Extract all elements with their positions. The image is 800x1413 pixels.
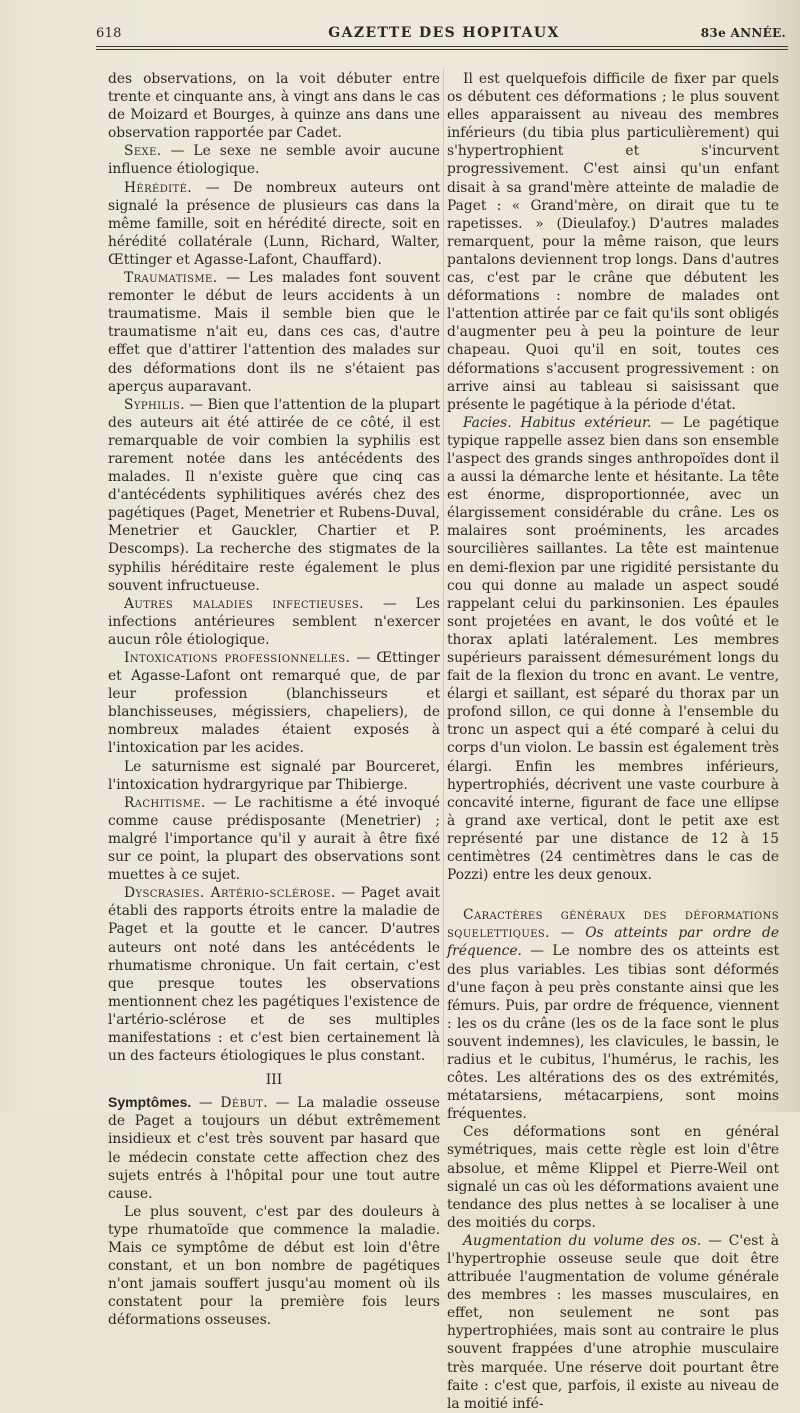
paragraph-caracteres: Caractères généraux des déformations squelettiques. — Os atteints par ordre de fréquence. — Le nombre des os atteints est des plus variables. Les tibias sont déformés d'une façon à peu près constante ainsi que les fémurs. Puis, par ordre de fréquence, viennent : les os du crâne (les os de la face sont le plus souvent indemnes), les clavicules, le bassin, le radius et le cubitus, l'humérus, le rachis, les côtes. Les altérations des os des extrémités, métatarsiens, métacarpiens, sont moins fréquentes. — [447, 907, 779, 1123]
paragraph-text: Il est quelquefois difficile de fixer par quels os débutent ces déformations ; le plus souvent elles apparaissent au niveau des membres inférieurs (du tibia plus particulièrement) qui s'hypertrophient et s'incurvent progressivement. C'est ainsi qu'un enfant disait à sa grand'mère atteinte de maladie de Paget : « Grand'mère, on dirait que tu te rapetisses. » (Dieulafoy.) D'autres malades remarquent, pour la même raison, que leurs pantalons deviennent trop longs. Dans d'autres cas, c'est par le crâne que débutent les déformations : nombre de malades ont l'attention attirée par ce fait qu'ils sont obligés d'augmenter peu à peu la pointure de leur chapeau. Quoi qu'il en soit, toutes ces déformations s'accusent progressivement : on arrive ainsi au tableau si saisissant que présente le pagétique à la période d'état. — [447, 71, 779, 413]
paragraph-traumatisme — [108, 269, 440, 396]
paragraph-symetrie — [447, 1123, 779, 1232]
paragraph-text: — Le sexe ne semble avoir aucune influence étiologique. — [108, 143, 440, 178]
section-heading: Autres maladies infectieuses. — [124, 595, 364, 612]
paragraph-text: — Le nombre des os atteints est des plus variables. Les tibias sont déformés d'une façon à peu près constante ainsi que les fémurs. Puis, par ordre de fréquence, viennent : les os du crâne (les os de la face sont le plus souvent indemnes), les clavicules, le bassin, le radius et le cubitus, l'humérus, le rachis, les côtes. Les altérations des os des extrémités, métatarsiens, métacarpiens, sont moins fréquentes. — [447, 943, 779, 1123]
column-separator — [443, 68, 444, 1068]
volume-year: 83e ANNÉE. — [700, 26, 786, 40]
paragraph-debut-deformations — [447, 70, 779, 414]
section-heading: Rachitisme. — [124, 794, 206, 811]
paragraph-sexe — [108, 142, 440, 178]
header-rule-bottom — [96, 49, 788, 50]
paragraph-rachitisme — [108, 794, 440, 884]
section-heading: Caractères généraux des déformations squelettiques. — [447, 907, 779, 942]
paragraph-text: Le saturnisme est signalé par Bourceret, l'intoxication hydrargyrique par Thibierge. — [108, 758, 440, 793]
paragraph-heredite — [108, 179, 440, 269]
paragraph-facies — [447, 414, 779, 884]
subsection-heading: Os atteints par ordre de fréquence. — [447, 925, 779, 960]
header-rule-top — [96, 46, 788, 47]
paragraph-dyscrasies — [108, 884, 440, 1065]
paragraph-text: — Le rachitisme a été invoqué comme cause prédisposante (Menetrier) ; malgré l'importance qu'il y aurait à être fixé sur ce point, la plupart des observations sont muettes à ce sujet. — [108, 794, 440, 884]
paragraph-text: — Les malades font souvent remonter le début de leurs accidents à un traumatisme. Mais il semble bien que le traumatisme n'ait eu, dans ces cas, d'autre effet que d'attirer l'attention des malades sur des déformations dont ils ne s'étaient pas aperçus auparavant. — [108, 270, 440, 395]
paragraph-text: — C'est à l'hypertrophie osseuse seule que doit être attribuée l'augmentation de volume générale des membres : les masses musculaires, en effet, non seulement ne sont pas hypertrophiées, mais sont au contraire le plus souvent frappées d'une atrophie musculaire très marquée. Une réserve doit pourtant être faite : c'est que, parfois, il existe au niveau de la moitié infé- — [447, 1232, 779, 1412]
paragraph-intoxications — [108, 649, 440, 758]
subsection-heading: Augmentation du volume des os. — [463, 1232, 702, 1249]
page-header — [96, 24, 792, 44]
paragraph-text: — Œttinger et Agasse-Lafont ont remarqué que, de par leur profession (blanchisseurs et blanchisseuses, mégissiers, chapeliers), de nombreux malades étaient exposés à l'intoxication par les acides. — [108, 650, 440, 757]
paragraph-infections — [108, 595, 440, 649]
paragraph-text: des observations, on la voit débuter entre trente et cinquante ans, à vingt ans dans le cas de Moizard et Bourges, à quinze ans dans une observation rapportée par Cadet. — [108, 71, 440, 142]
paragraph-onset-age — [108, 70, 440, 142]
paragraph-douleurs — [108, 1203, 440, 1330]
publication-title: GAZETTE DES HOPITAUX — [328, 25, 560, 41]
paragraph-text: — Bien que l'attention de la plupart des auteurs ait été attirée de ce côté, il est remarquable de voir combien la syphilis est rarement notée dans les antécédents des malades. Il n'existe guère que cinq cas d'antécédents syphilitiques avérés chez des pagétiques (Paget, Menetrier et Rubens-Duval, Menetrier et Gauckler, Chartier et P. Descomps). La recherche des stigmates de la syphilis héréditaire reste également le plus souvent infructueuse. — [108, 396, 440, 594]
section-heading: Début. — [220, 1095, 268, 1112]
paragraph-symptomes: Symptômes. — Début. — La maladie osseuse de Paget a toujours un début extrêmement insidieux et c'est très souvent par hasard que le médecin constate cette affection chez des sujets entrés à l'hôpital pour une tout autre cause. — [108, 1094, 440, 1202]
paragraph-text: — Le pagétique typique rappelle assez bien dans son ensemble l'aspect des grands singes anthropoïdes dont il a aussi la démarche lente et hésitante. La tête est énorme, disproportionnée, avec un élargissement considérable du crâne. Les os malaires sont proéminents, les arcades sourcilières saillantes. La tête est maintenue en demi-flexion par une rigidité persistante du cou qui donne au malade un aspect soudé rappelant celui du parkinsonien. Les épaules sont projetées en avant, le dos voûté et le thorax aplati latéralement. Les membres supérieurs paraissent démesurément longs du fait de la flexion du tronc en avant. Le ventre, élargi et saillant, est séparé du thorax par un profond sillon, ce qui donne à l'ensemble du tronc un aspect qui a été comparé à celui du corps d'un violon. Le bassin est également très élargi. Enfin les membres inférieurs, hypertrophiés, décrivent une vaste courbure à concavité interne, figurant de face une ellipse à grand axe vertical, dont le petit axe est représenté par une distance de 12 à 15 centimètres (24 centimètres dans le cas de Pozzi) entre les deux genoux. — [447, 414, 779, 884]
paragraph-text: — La maladie osseuse de Paget a toujours un début extrêmement insidieux et c'est très souvent par hasard que le médecin constate cette affection chez des sujets entrés à l'hôpital pour une tout autre cause. — [108, 1095, 440, 1202]
paragraph-text: Ces déformations sont en général symétriques, mais cette règle est loin d'être absolue, et même Klippel et Pierre-Weil ont signalé un cas où les déformations avaient une tendance des plus nettes à se localiser à une des moitiés du corps. — [447, 1124, 779, 1231]
paragraph-syphilis — [108, 396, 440, 595]
paragraph-augmentation — [447, 1232, 779, 1413]
page-number: 618 — [96, 26, 122, 41]
paragraph-text: — Paget avait établi des rapports étroits entre la maladie de Paget et la goutte et le cancer. D'autres auteurs ont noté dans les antécédents le rhumatisme chronique. Un fait certain, c'est que presque toutes les observations mentionnent chez les pagétiques l'existence de l'artério-sclérose et de ses multiples manifestations : et c'est bien certainement là un des facteurs étiologiques le plus constant. — [108, 885, 440, 1065]
section-heading: Intoxications professionnelles. — [124, 650, 351, 666]
section-heading: Dyscrasies. Artério-sclérose. — [124, 885, 336, 902]
left-column — [108, 70, 440, 1329]
paragraph-text: Le plus souvent, c'est par des douleurs à type rhumatoïde que commence la maladie. Mais ce symptôme de début est loin d'être constant, et un bon nombre de pagétiques n'ont jamais souffert jusqu'au moment où ils constatent pour la première fois leurs déformations osseuses. — [108, 1203, 440, 1329]
paragraph-text: — Les infections antérieures semblent n'exercer aucun rôle étiologique. — [108, 595, 440, 648]
section-heading: Sexe. — [124, 143, 162, 160]
section-heading: Traumatisme. — [124, 270, 218, 287]
paragraph-gap — [447, 884, 779, 906]
chapter-heading: Symptômes. — [108, 1094, 192, 1111]
section-heading: Syphilis. — [124, 396, 185, 413]
section-number: III — [265, 1072, 283, 1089]
paragraph-saturnisme — [108, 758, 440, 794]
section-heading: Facies. Habitus extérieur. — [463, 414, 652, 431]
paragraph-text: — De nombreux auteurs ont signalé la présence de plusieurs cas dans la même famille, soit en hérédité directe, soit en hérédité collatérale (Lunn, Richard, Walter, Œttinger et Agasse-Lafont, Chauffard). — [108, 179, 440, 268]
right-column — [447, 70, 779, 1413]
section-heading: Hérédité. — [124, 179, 193, 196]
